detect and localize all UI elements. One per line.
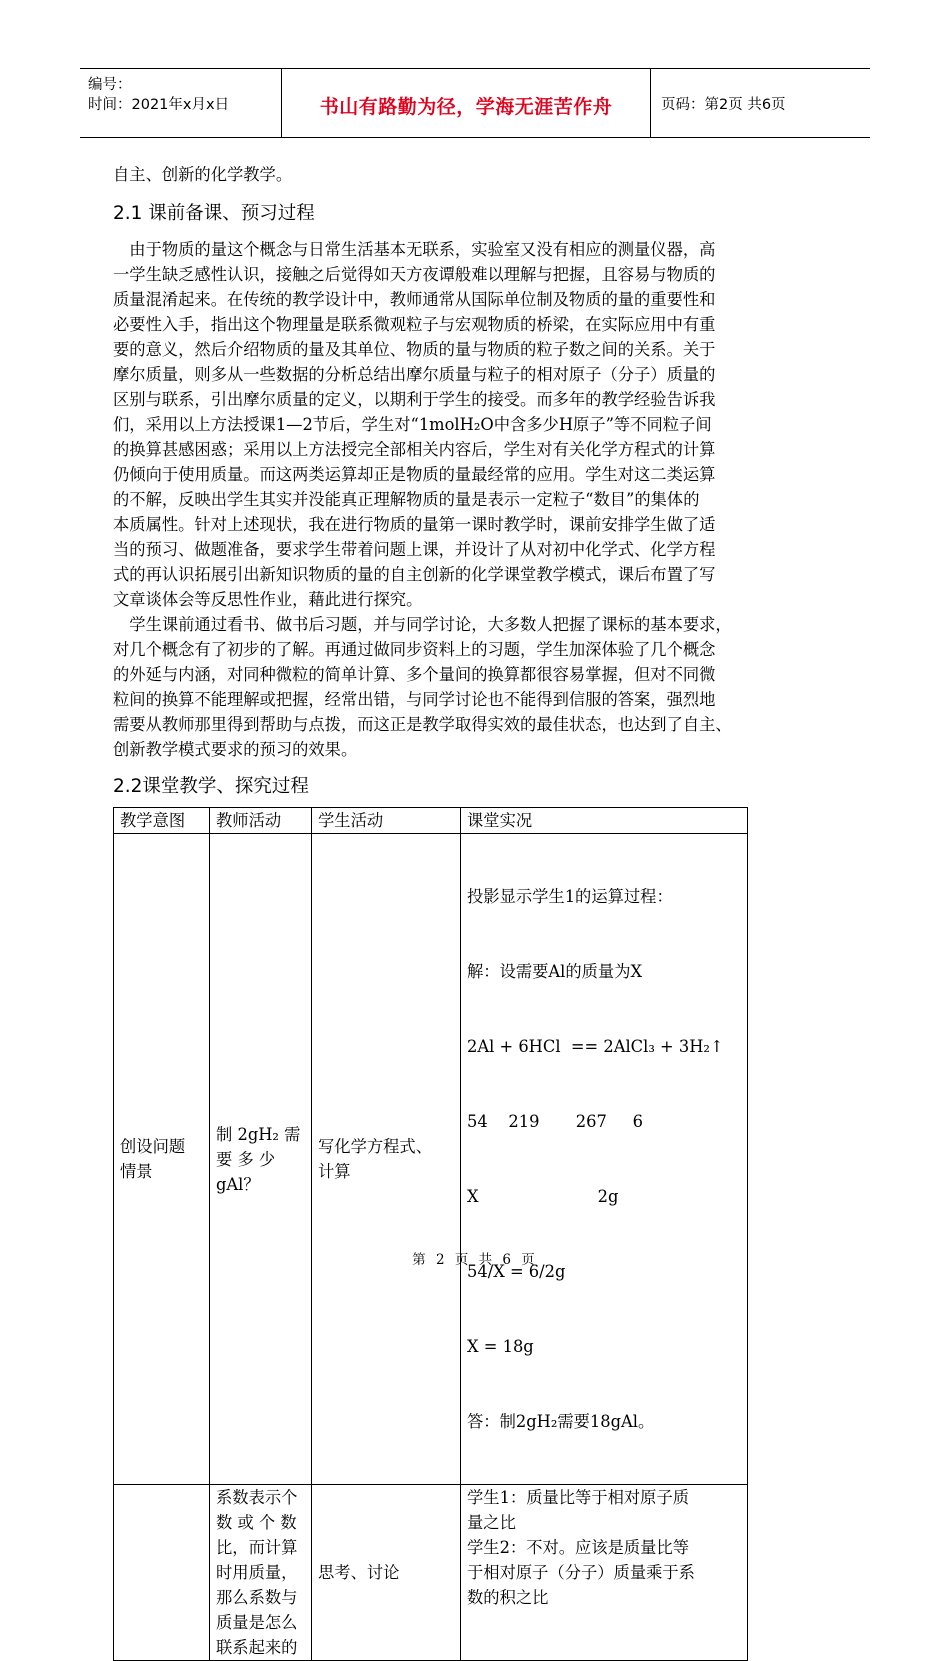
section-heading-2-1: 2.1 课前备课、预习过程 (113, 203, 315, 224)
paragraph-line: 文章谈体会等反思性作业，藉此进行探究。 (113, 590, 423, 609)
actual-cell (461, 1485, 748, 1661)
paragraph-line: 当的预习、做题准备，要求学生带着问题上课，并设计了从对初中化学式、化学方程 (113, 540, 716, 559)
cell-line: 投影显示学生1的运算过程： (467, 887, 673, 906)
continuation-text: 自主、创新的化学教学。 (113, 165, 293, 184)
paragraph-line: 的不解，反映出学生其实并没能真正理解物质的量是表示一定粒子“数目”的集体的 (113, 490, 700, 509)
student-cell (312, 1485, 461, 1661)
cell-line: gAl？ (216, 1174, 260, 1194)
paragraph-line: 区别与联系，引出摩尔质量的定义，以期利于学生的接受。而多年的教学经验告诉我 (113, 390, 716, 409)
cell-line: 量之比 (467, 1513, 516, 1532)
cell-line: 那么系数与 (216, 1588, 298, 1607)
header-cell: 课堂实况 (461, 808, 748, 834)
cell-line: 质量是怎么 (216, 1613, 298, 1632)
cell-line: 制 2gH₂ 需 (216, 1124, 301, 1144)
cell-line: 思考、讨论 (318, 1563, 400, 1582)
cell-line: 2Al + 6HCl == 2AlCl₃ + 3H₂↑ (467, 1037, 724, 1056)
motto: 书山有路勤为径，学海无涯苦作舟 (319, 96, 613, 118)
serial-label: 编号： (88, 77, 132, 93)
paragraph-line: 摩尔质量，则多从一些数据的分析总结出摩尔质量与粒子的相对原子（分子）质量的 (113, 365, 716, 384)
paragraph-line: 们，采用以上方法授课1—2节后，学生对“1molH₂O中含多少H原子”等不同粒子间 (113, 415, 712, 434)
cell-line: 比，而计算 (216, 1538, 298, 1557)
intent-cell (114, 834, 210, 1485)
table-row (114, 834, 748, 1485)
cell-line: 创设问题 (120, 1137, 186, 1156)
paragraph-line: 对几个概念有了初步的了解。再通过做同步资料上的习题，学生加深体验了几个概念 (113, 640, 716, 659)
paragraph-line: 要的意义，然后介绍物质的量及其单位、物质的量与物质的粒子数之间的关系。关于 (113, 340, 716, 359)
paragraph-line: 需要从教师那里得到帮助与点拨，而这正是教学取得实效的最佳状态，也达到了自主、 (113, 715, 732, 734)
header-motto-cell (282, 69, 651, 137)
page-footer: 第 2 页 共 6 页 (412, 1252, 538, 1268)
header-page-cell (651, 69, 870, 137)
cell-line: 解：设需要Al的质量为X (467, 962, 643, 981)
paragraph-line: 仍倾向于使用质量。而这两类运算却正是物质的量最经常的应用。学生对这二类运算 (113, 465, 716, 484)
teaching-table (113, 807, 748, 1661)
page-info: 页码：第2页 共6页 (661, 97, 786, 113)
paragraph-line: 质量混淆起来。在传统的教学设计中，教师通常从国际单位制及物质的量的重要性和 (113, 290, 716, 309)
paragraph-line: 式的再认识拓展引出新知识物质的量的自主创新的化学课堂教学模式，课后布置了写 (113, 565, 716, 584)
cell-line: 数的积之比 (467, 1588, 549, 1607)
header-cell: 学生活动 (312, 808, 461, 834)
intent-cell (114, 1485, 210, 1661)
cell-line: X 2g (467, 1187, 619, 1206)
student-cell (312, 834, 461, 1485)
header-cell: 教学意图 (114, 808, 210, 834)
paragraph-line: 学生课前通过看书、做书后习题，并与同学讨论，大多数人把握了课标的基本要求， (113, 615, 732, 634)
header-cell: 教师活动 (210, 808, 312, 834)
header-meta-cell (80, 69, 282, 137)
page-header (80, 68, 870, 138)
paragraph-line: 的换算甚感困惑；采用以上方法授完全部相关内容后，学生对有关化学方程式的计算 (113, 440, 716, 459)
section-heading-2-2: 2.2课堂教学、探究过程 (113, 776, 309, 797)
cell-line: 情景 (120, 1162, 153, 1181)
cell-line: 系数表示个 (216, 1488, 298, 1507)
table-row (114, 1485, 748, 1661)
cell-line: X = 18g (467, 1337, 534, 1356)
teacher-cell (210, 1485, 312, 1661)
paragraph-line: 一学生缺乏感性认识，接触之后觉得如天方夜谭般难以理解与把握，且容易与物质的 (113, 265, 716, 284)
paragraph-line: 本质属性。针对上述现状，我在进行物质的量第一课时教学时，课前安排学生做了适 (113, 515, 716, 534)
date-label: 时间：2021年x月x日 (88, 97, 230, 113)
cell-line: 于相对原子（分子）质量乘于系 (467, 1563, 695, 1582)
teacher-cell (210, 834, 312, 1485)
cell-line: 54 219 267 6 (467, 1112, 644, 1131)
paragraph-line: 粒间的换算不能理解或把握，经常出错，与同学讨论也不能得到信服的答案，强烈地 (113, 690, 716, 709)
paragraph-line: 创新教学模式要求的预习的效果。 (113, 740, 358, 759)
paragraph-line: 必要性入手，指出这个物理量是联系微观粒子与宏观物质的桥梁，在实际应用中有重 (113, 315, 716, 334)
cell-line: 联系起来的 (216, 1638, 298, 1657)
paragraph-line: 由于物质的量这个概念与日常生活基本无联系，实验室又没有相应的测量仪器，高 (113, 240, 716, 259)
cell-line: 学生2：不对。应该是质量比等 (467, 1538, 690, 1557)
cell-line: 数 或 个 数 (216, 1513, 297, 1532)
actual-cell (461, 834, 748, 1485)
cell-line: 时用质量， (216, 1563, 298, 1582)
cell-line: 要 多 少 (216, 1149, 276, 1169)
cell-line: 答：制2gH₂需要18gAl。 (467, 1412, 655, 1431)
cell-line: 计算 (318, 1162, 351, 1181)
table-header-row (114, 808, 748, 834)
cell-line: 54/X = 6/2g (467, 1262, 566, 1281)
cell-line: 写化学方程式、 (318, 1137, 432, 1156)
paragraph-line: 的外延与内涵，对同种微粒的简单计算、多个量间的换算都很容易掌握，但对不同微 (113, 665, 716, 684)
cell-line: 学生1：质量比等于相对原子质 (467, 1488, 690, 1507)
